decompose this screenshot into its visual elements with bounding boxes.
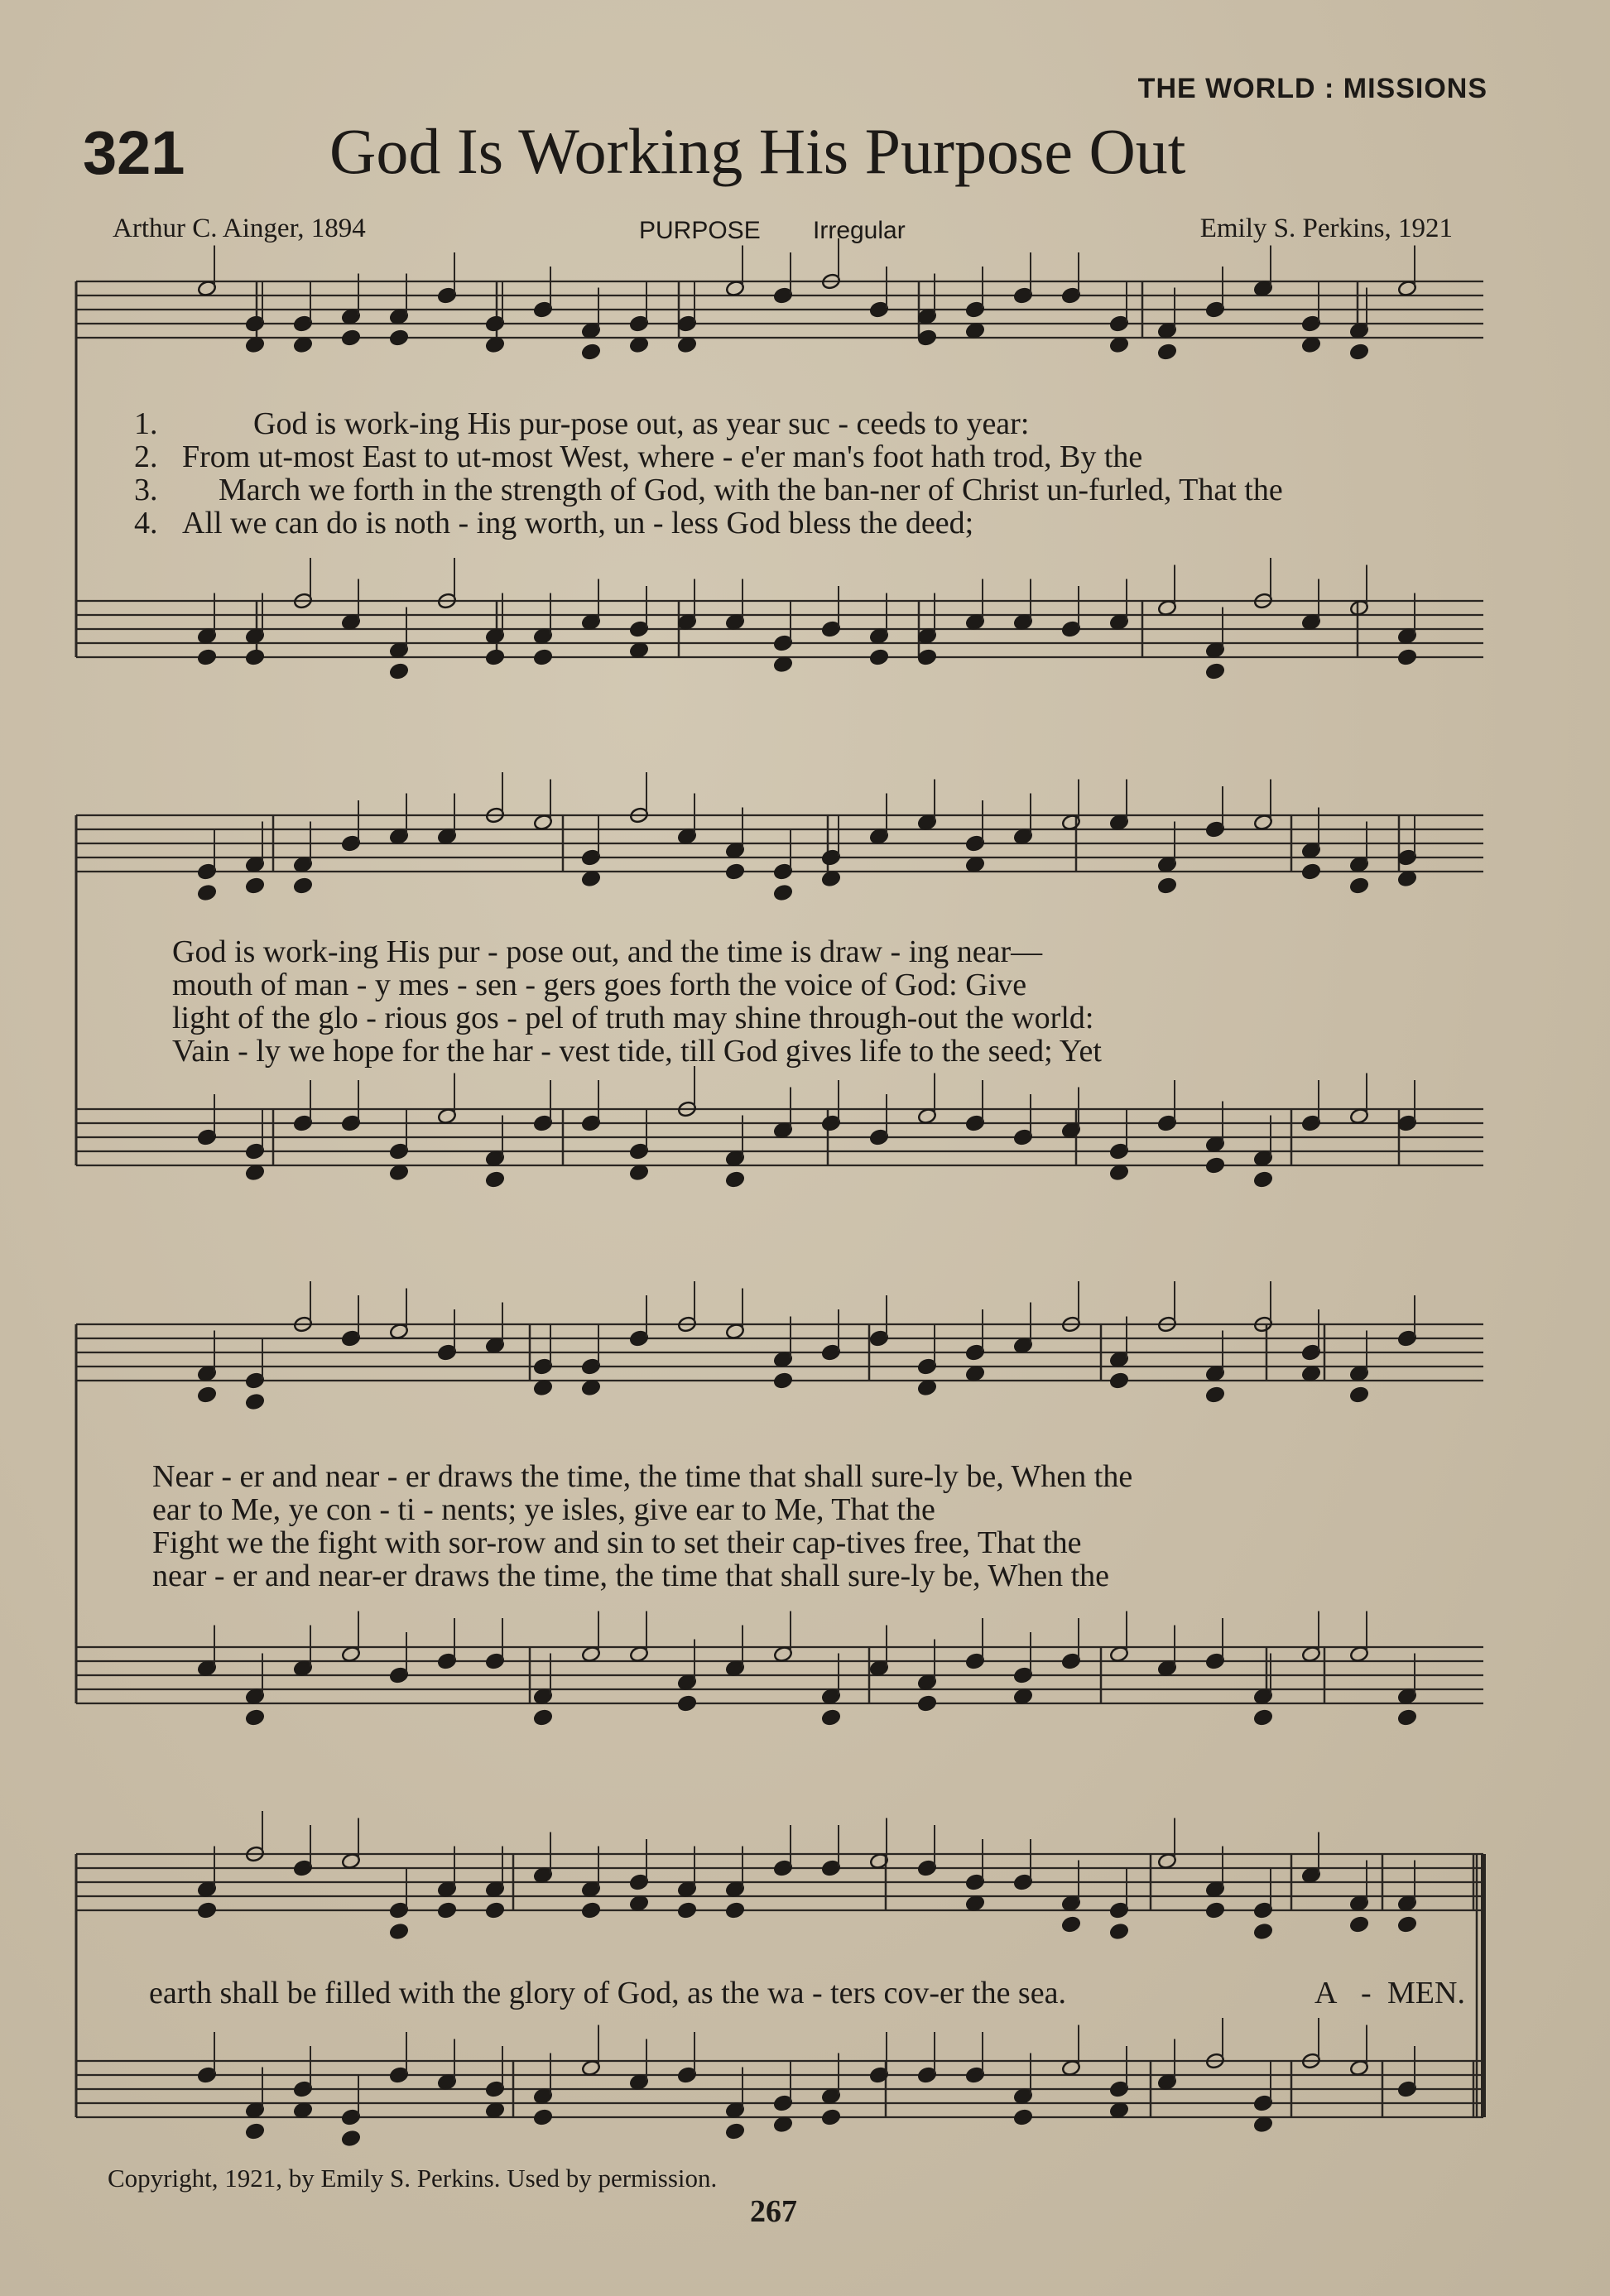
note-head bbox=[869, 649, 889, 666]
amen-a: A bbox=[1314, 1976, 1338, 2010]
note-head bbox=[773, 2116, 793, 2133]
note-head bbox=[821, 2109, 841, 2126]
lyric-text: light of the glo - rious gos - pel of truth may shine through-out the world: bbox=[172, 1001, 1094, 1035]
note-head bbox=[1061, 1916, 1081, 1933]
note-head bbox=[677, 1902, 697, 1919]
note-head bbox=[1205, 1902, 1225, 1919]
note-head bbox=[1109, 336, 1129, 353]
note-head bbox=[341, 2130, 361, 2147]
note-head bbox=[965, 1895, 985, 1912]
note-head bbox=[485, 1171, 505, 1189]
note-head bbox=[437, 1902, 457, 1919]
note-head bbox=[245, 1393, 265, 1410]
lyric-line bbox=[0, 967, 1610, 1000]
note-head bbox=[1205, 663, 1225, 680]
lyric-text: Near - er and near - er draws the time, the time that shall sure-ly be, When the bbox=[152, 1459, 1133, 1494]
note-head bbox=[1157, 343, 1177, 361]
note-head bbox=[293, 2101, 313, 2119]
note-head bbox=[581, 1902, 601, 1919]
note-head bbox=[485, 1902, 505, 1919]
note-head bbox=[965, 322, 985, 339]
tune-name: PURPOSE bbox=[639, 217, 761, 244]
note-head bbox=[1397, 1709, 1417, 1727]
note-head bbox=[533, 1709, 553, 1727]
lyric-text: Fight we the fight with sor-row and sin to set their cap-tives free, That the bbox=[152, 1525, 1082, 1560]
note-head bbox=[293, 877, 313, 895]
note-head bbox=[1301, 336, 1321, 353]
note-head bbox=[245, 2123, 265, 2140]
lyric-text: March we forth in the strength of God, with the ban-ner of Christ un-furled, That the bbox=[219, 473, 1283, 507]
note-head bbox=[1349, 1916, 1369, 1933]
lyric-line bbox=[0, 1000, 1610, 1033]
section-heading: THE WORLD : MISSIONS bbox=[1137, 73, 1487, 104]
note-head bbox=[581, 343, 601, 361]
note-head bbox=[917, 649, 937, 666]
meter: Irregular bbox=[813, 217, 906, 244]
note-head bbox=[1253, 1171, 1273, 1189]
note-head bbox=[917, 1379, 937, 1396]
lyric-line bbox=[0, 1525, 1610, 1558]
note-head bbox=[773, 884, 793, 901]
note-head bbox=[725, 2123, 745, 2140]
hymn-title: God Is Working His Purpose Out bbox=[329, 115, 1186, 187]
note-head bbox=[1301, 1365, 1321, 1382]
lyric-line bbox=[0, 934, 1610, 967]
note-head bbox=[1013, 1688, 1033, 1705]
note-head bbox=[629, 1164, 649, 1181]
lyric-text: mouth of man - y mes - sen - gers goes forth the voice of God: Give bbox=[172, 968, 1027, 1002]
note-head bbox=[773, 656, 793, 673]
note-head bbox=[725, 1902, 745, 1919]
note-head bbox=[389, 329, 409, 347]
lyric-line bbox=[0, 472, 1610, 505]
note-head bbox=[245, 336, 265, 353]
note-head bbox=[197, 1902, 217, 1919]
note-head bbox=[1397, 870, 1417, 887]
lyric-line bbox=[0, 1491, 1610, 1525]
note-head bbox=[629, 336, 649, 353]
lyric-line bbox=[0, 1033, 1610, 1069]
lyric-line bbox=[0, 439, 1610, 472]
note-head bbox=[1349, 343, 1369, 361]
verse-number: 2. bbox=[134, 440, 158, 474]
note-head bbox=[629, 641, 649, 659]
note-head bbox=[917, 329, 937, 347]
note-head bbox=[1397, 649, 1417, 666]
note-head bbox=[965, 856, 985, 873]
note-head bbox=[965, 1365, 985, 1382]
note-head bbox=[677, 336, 697, 353]
note-head bbox=[245, 649, 265, 666]
note-head bbox=[1013, 2109, 1033, 2126]
note-head bbox=[1109, 1923, 1129, 1940]
note-head bbox=[629, 1895, 649, 1912]
note-head bbox=[1253, 1709, 1273, 1727]
note-head bbox=[1253, 2116, 1273, 2133]
note-head bbox=[197, 884, 217, 901]
note-head bbox=[533, 1379, 553, 1396]
note-head bbox=[485, 2101, 505, 2119]
lyric-line bbox=[0, 505, 1610, 538]
lyric-text: God is work-ing His pur - pose out, and the time is draw - ing near— bbox=[172, 934, 1043, 969]
amen-men: MEN. bbox=[1387, 1976, 1465, 2010]
note-head bbox=[533, 2109, 553, 2126]
lyric-text: near - er and near-er draws the time, the time that shall sure-ly be, When the bbox=[152, 1559, 1110, 1593]
note-head bbox=[581, 870, 601, 887]
verse-number: 3. bbox=[134, 473, 158, 507]
note-head bbox=[1253, 1923, 1273, 1940]
note-head bbox=[1349, 877, 1369, 895]
note-head bbox=[1301, 863, 1321, 881]
verse-number: 1. bbox=[134, 406, 158, 441]
copyright-notice: Copyright, 1921, by Emily S. Perkins. Used by permission. bbox=[108, 2164, 718, 2193]
note-head bbox=[197, 1386, 217, 1404]
note-head bbox=[1109, 1164, 1129, 1181]
lyric-text: God is work-ing His pur-pose out, as year suc - ceeds to year: bbox=[253, 406, 1030, 441]
hymn-number: 321 bbox=[83, 118, 185, 187]
note-head bbox=[389, 1923, 409, 1940]
page-number: 267 bbox=[750, 2194, 797, 2229]
lyric-line bbox=[0, 1458, 1610, 1494]
lyric-line bbox=[0, 1558, 1610, 1591]
note-head bbox=[1205, 1386, 1225, 1404]
note-head bbox=[1157, 877, 1177, 895]
lyric-text: Vain - ly we hope for the har - vest tide, till God gives life to the seed; Yet bbox=[172, 1034, 1102, 1069]
amen-dash: - bbox=[1361, 1976, 1372, 2010]
lyric-text: ear to Me, ye con - ti - nents; ye isles, give ear to Me, That the bbox=[152, 1492, 935, 1527]
note-head bbox=[821, 870, 841, 887]
note-head bbox=[1205, 1157, 1225, 1174]
note-head bbox=[821, 1709, 841, 1727]
lyricist-credit: Arthur C. Ainger, 1894 bbox=[113, 214, 366, 243]
note-head bbox=[725, 1171, 745, 1189]
note-head bbox=[389, 663, 409, 680]
lyric-text: All we can do is noth - ing worth, un - less God bless the deed; bbox=[182, 506, 974, 540]
note-head bbox=[245, 877, 265, 895]
note-head bbox=[341, 329, 361, 347]
note-head bbox=[677, 1695, 697, 1712]
lyric-text: earth shall be filled with the glory of God, as the wa - ters cov-er the sea. bbox=[149, 1976, 1066, 2010]
note-head bbox=[245, 1709, 265, 1727]
note-head bbox=[773, 1372, 793, 1390]
note-head bbox=[293, 336, 313, 353]
lyric-line bbox=[0, 1975, 1610, 2008]
verse-number: 4. bbox=[134, 506, 158, 540]
note-head bbox=[485, 336, 505, 353]
note-head bbox=[1109, 1372, 1129, 1390]
note-head bbox=[533, 649, 553, 666]
note-head bbox=[485, 649, 505, 666]
lyric-line bbox=[0, 406, 1610, 439]
note-head bbox=[725, 863, 745, 881]
note-head bbox=[1397, 1916, 1417, 1933]
note-head bbox=[917, 1695, 937, 1712]
note-head bbox=[389, 1164, 409, 1181]
lyric-text: From ut-most East to ut-most West, where - e'er man's foot hath trod, By the bbox=[182, 440, 1143, 474]
composer-credit: Emily S. Perkins, 1921 bbox=[1199, 214, 1453, 243]
note-head bbox=[245, 1164, 265, 1181]
note-head bbox=[1109, 2101, 1129, 2119]
note-head bbox=[197, 649, 217, 666]
note-head bbox=[1349, 1386, 1369, 1404]
note-head bbox=[581, 1379, 601, 1396]
